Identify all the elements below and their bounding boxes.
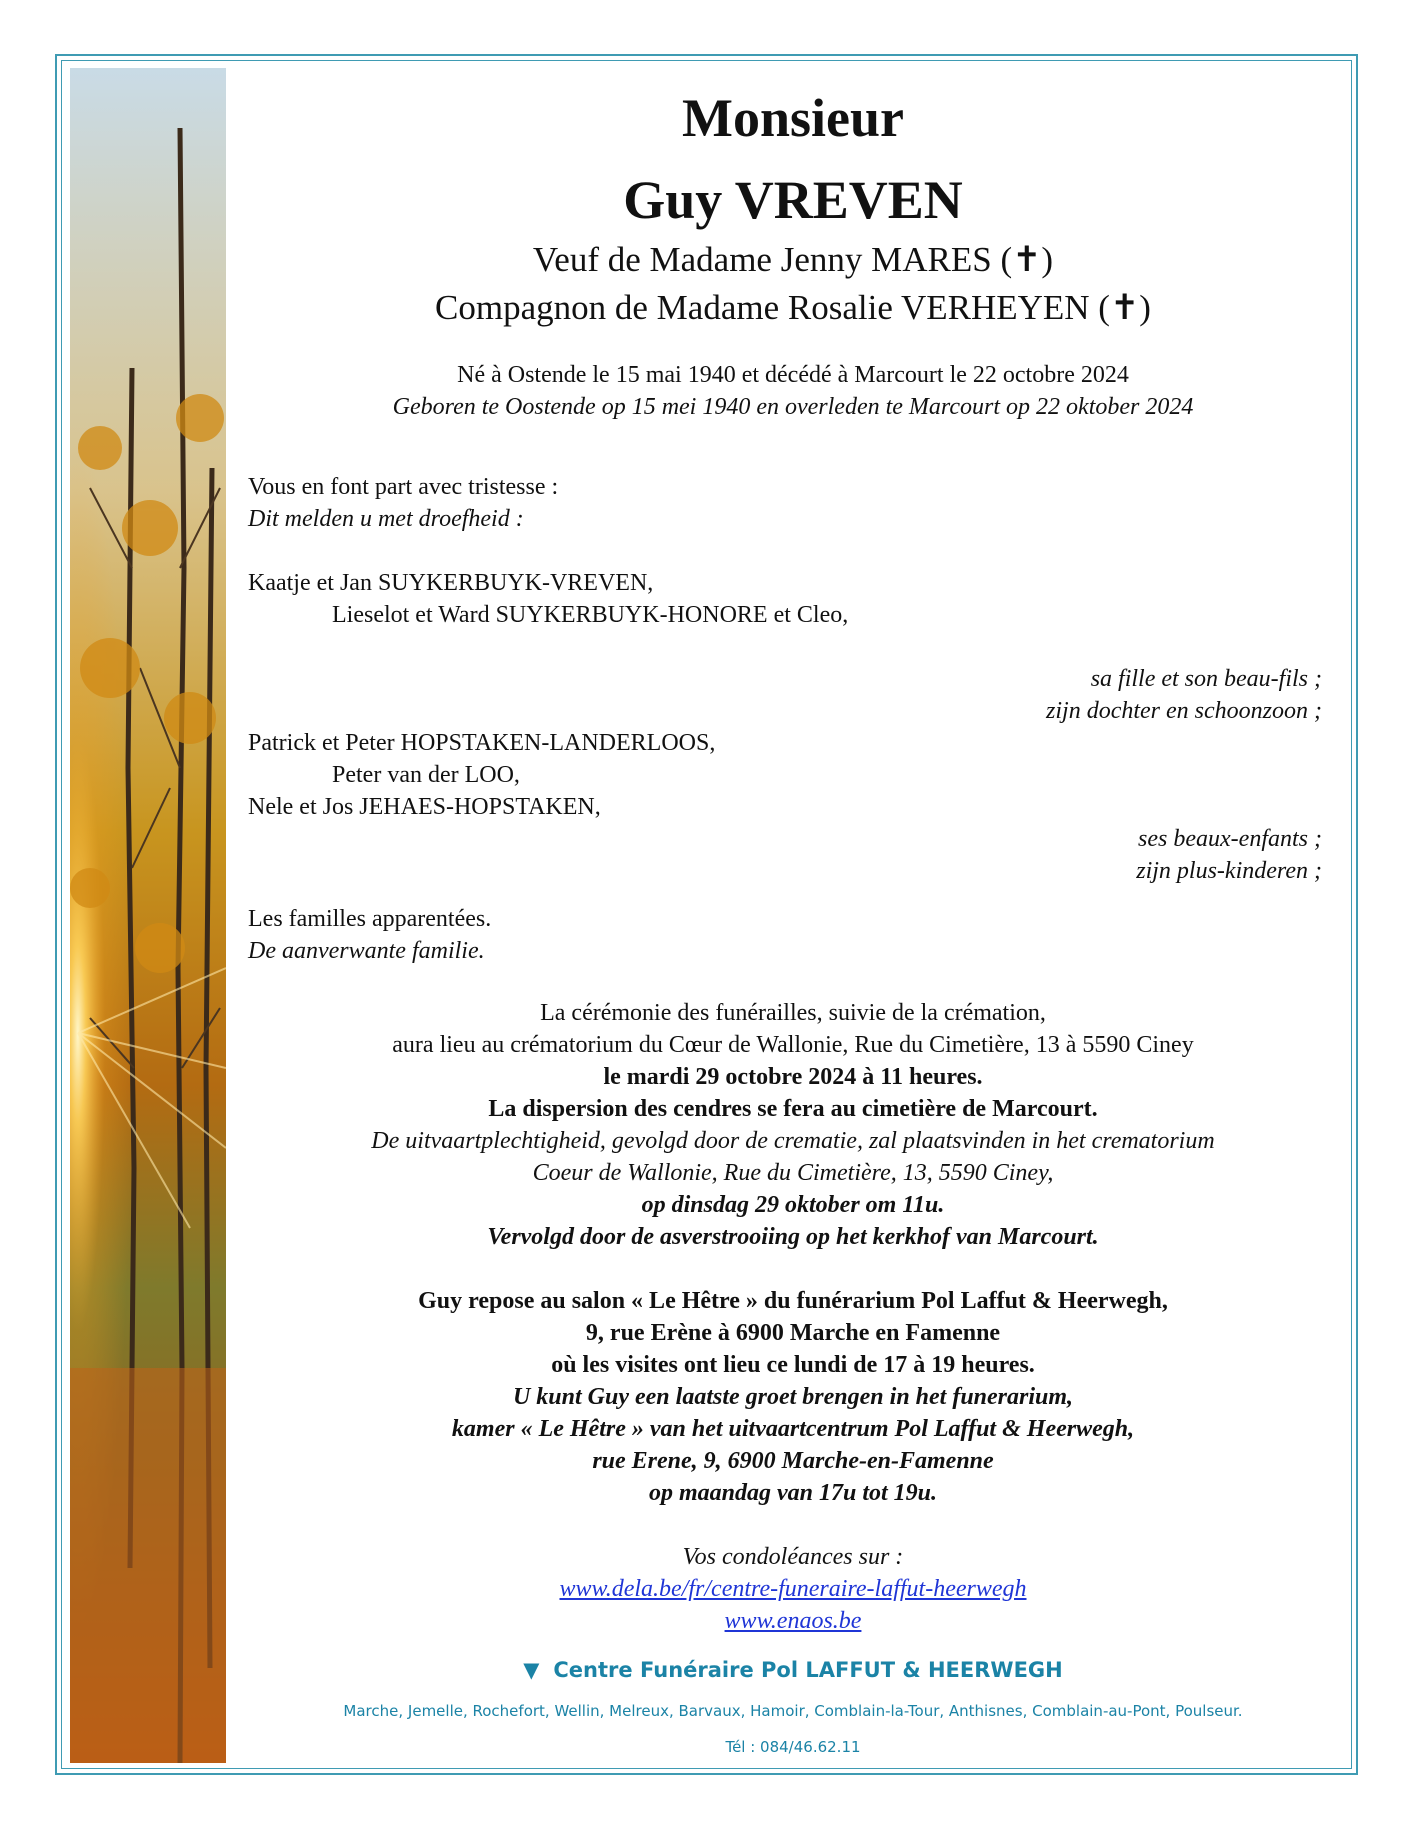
ceremony-date-nl: op dinsdag 29 oktober om 11u. bbox=[641, 1192, 945, 1218]
visit-line-nl: U kunt Guy een laatste groet brengen in het funerarium, bbox=[512, 1384, 1074, 1410]
ceremony-line-nl: Coeur de Wallonie, Rue du Cimetière, 13, 5590 Ciney, bbox=[532, 1160, 1054, 1186]
funeral-home-phone: Tél : 084/46.62.11 bbox=[725, 1738, 861, 1756]
funeral-home-name: Centre Funéraire Pol LAFFUT & HEERWEGH bbox=[553, 1658, 1063, 1682]
relatives-nl: De aanverwante familie. bbox=[248, 938, 485, 964]
condolences-label: Vos condoléances sur : bbox=[682, 1544, 904, 1570]
family-line: Lieselot et Ward SUYKERBUYK-HONORE et Cleo, bbox=[332, 602, 849, 628]
family-role-nl: zijn dochter en schoonzoon ; bbox=[1046, 698, 1322, 724]
family-line: Patrick et Peter HOPSTAKEN-LANDERLOOS, bbox=[248, 730, 716, 756]
deceased-name: Guy VREVEN bbox=[623, 170, 963, 230]
announcement-fr: Vous en font part avec tristesse : bbox=[248, 474, 559, 500]
ceremony-line: La cérémonie des funérailles, suivie de la crémation, bbox=[540, 1000, 1046, 1026]
family-role-fr: sa fille et son beau-fils ; bbox=[1090, 666, 1322, 692]
ceremony-line: La dispersion des cendres se fera au cimetière de Marcourt. bbox=[488, 1096, 1098, 1122]
ceremony-line-nl: Vervolgd door de asverstrooiing op het kerkhof van Marcourt. bbox=[487, 1224, 1099, 1250]
visit-line: 9, rue Erène à 6900 Marche en Famenne bbox=[585, 1320, 1001, 1346]
visit-line-nl: rue Erene, 9, 6900 Marche-en-Famenne bbox=[592, 1448, 994, 1474]
condolences-link-dela[interactable]: www.dela.be/fr/centre-funeraire-laffut-heerwegh bbox=[559, 1576, 1027, 1602]
visit-line-nl: kamer « Le Hêtre » van het uitvaartcentrum Pol Laffut & Heerwegh, bbox=[451, 1416, 1135, 1442]
visit-line: Guy repose au salon « Le Hêtre » du funérarium Pol Laffut & Heerwegh, bbox=[418, 1288, 1168, 1314]
triangle-down-icon: ▼ bbox=[523, 1658, 540, 1682]
family-line: Peter van der LOO, bbox=[332, 762, 520, 788]
relatives-fr: Les familles apparentées. bbox=[248, 906, 492, 932]
ceremony-line-nl: De uitvaartplechtigheid, gevolgd door de crematie, zal plaatsvinden in het crematorium bbox=[371, 1128, 1215, 1154]
autumn-trees-photo bbox=[70, 68, 226, 1763]
companion-line: Compagnon de Madame Rosalie VERHEYEN (✝) bbox=[435, 288, 1151, 327]
family-role-nl: zijn plus-kinderen ; bbox=[1136, 858, 1322, 884]
condolences-link-enaos[interactable]: www.enaos.be bbox=[724, 1608, 862, 1634]
visit-line: où les visites ont lieu ce lundi de 17 à 19 heures. bbox=[551, 1352, 1035, 1378]
family-line: Nele et Jos JEHAES-HOPSTAKEN, bbox=[248, 794, 601, 820]
announcement-nl: Dit melden u met droefheid : bbox=[248, 506, 524, 532]
funeral-home-title bbox=[248, 1658, 1338, 1682]
family-role-fr: ses beaux-enfants ; bbox=[1138, 826, 1322, 852]
family-line: Kaatje et Jan SUYKERBUYK-VREVEN, bbox=[248, 570, 654, 596]
ceremony-line: aura lieu au crématorium du Cœur de Wallonie, Rue du Cimetière, 13 à 5590 Ciney bbox=[392, 1032, 1194, 1058]
ceremony-date: le mardi 29 octobre 2024 à 11 heures. bbox=[603, 1064, 983, 1090]
widower-line: Veuf de Madame Jenny MARES (✝) bbox=[532, 240, 1054, 279]
birth-death-nl: Geboren te Oostende op 15 mei 1940 en overleden te Marcourt op 22 oktober 2024 bbox=[392, 394, 1194, 420]
visit-line-nl: op maandag van 17u tot 19u. bbox=[648, 1480, 938, 1506]
birth-death-fr: Né à Ostende le 15 mai 1940 et décédé à Marcourt le 22 octobre 2024 bbox=[457, 362, 1129, 388]
funeral-home-locations: Marche, Jemelle, Rochefort, Wellin, Melreux, Barvaux, Hamoir, Comblain-la-Tour, Anthisnes, Comblain-au-Pont, Poulseur. bbox=[343, 1702, 1243, 1720]
honorific: Monsieur bbox=[682, 88, 904, 148]
